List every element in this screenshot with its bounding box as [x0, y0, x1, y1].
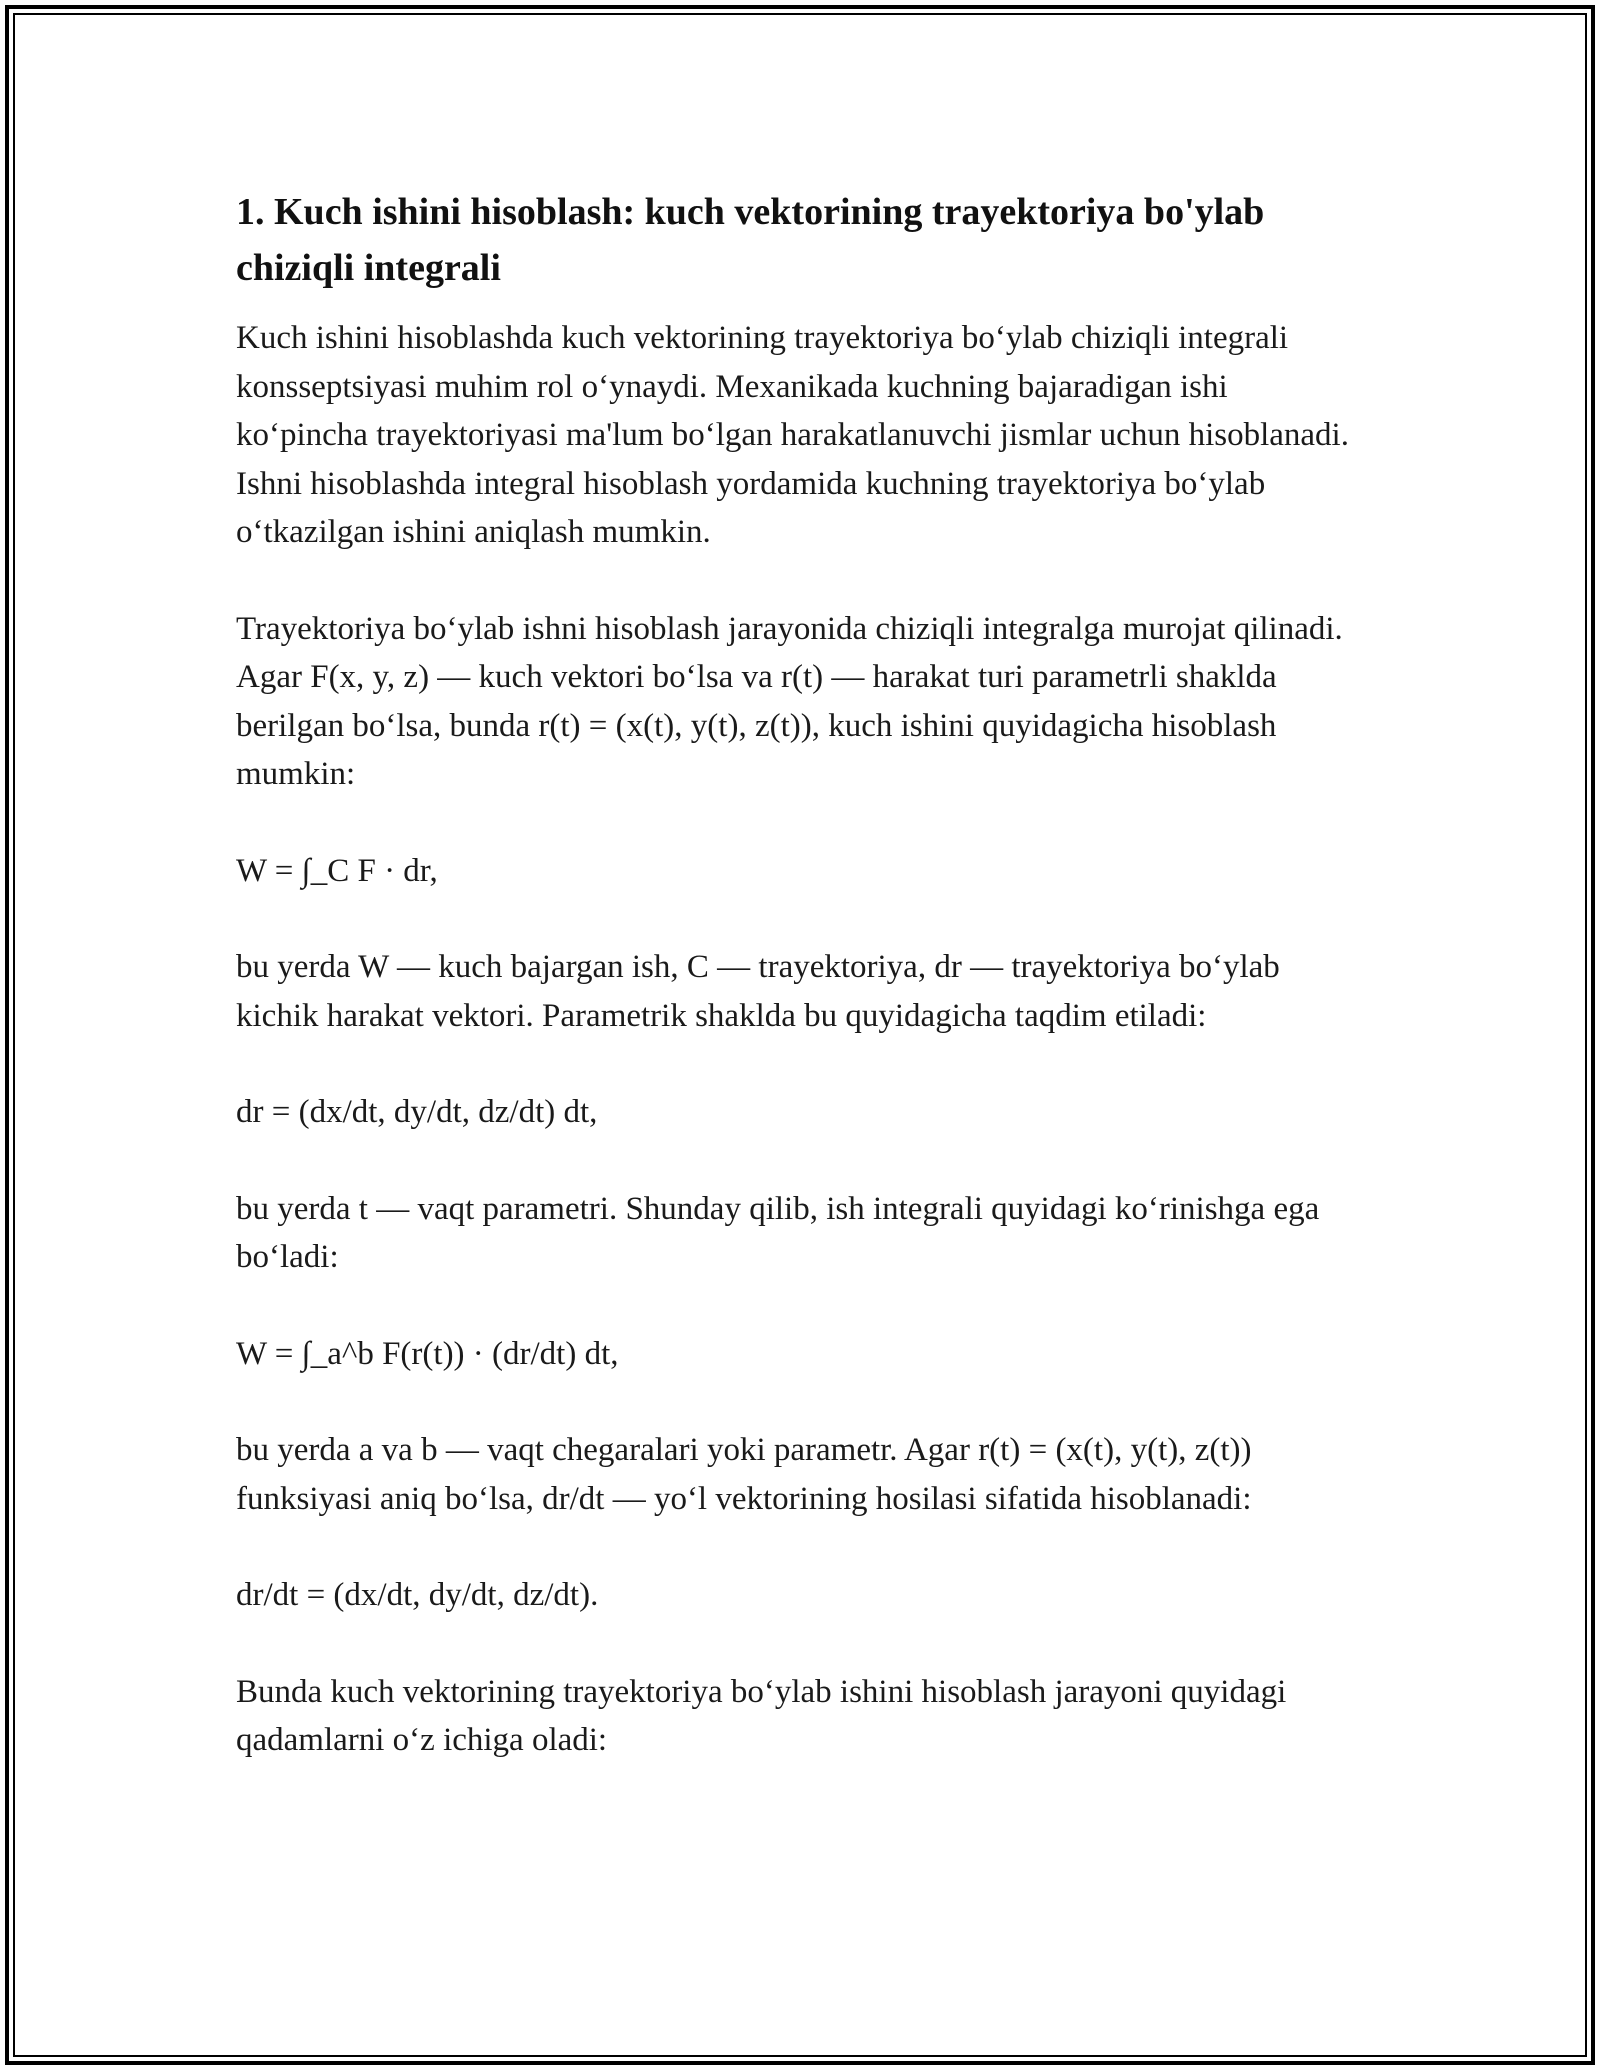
document-body	[236, 184, 1360, 1813]
formula-work-parametric: W = ∫_a^b F(r(t)) · (dr/dt) dt,	[236, 1335, 619, 1372]
formula-dr: dr = (dx/dt, dy/dt, dz/dt) dt,	[236, 1094, 598, 1130]
paragraph-time-parameter: bu yerda t — vaqt parametri. Shunday qilib, ish integrali quyidagi ko‘rinishga ega bo‘ladi:	[236, 1190, 1320, 1275]
paragraph-limits: bu yerda a va b — vaqt chegaralari yoki parametr. Agar r(t) = (x(t), y(t), z(t)) funksiyasi aniq bo‘lsa, dr/dt — yo‘l vektorining hosilasi sifatida hisoblanadi:	[236, 1432, 1252, 1517]
paragraph-definitions: bu yerda W — kuch bajargan ish, C — trayektoriya, dr — trayektoriya bo‘ylab kichik harakat vektori. Parametrik shaklda bu quyidagicha taqdim etiladi:	[236, 949, 1280, 1034]
section-heading: 1. Kuch ishini hisoblash: kuch vektorining trayektoriya bo'ylab chiziqli integrali	[236, 191, 1265, 289]
formula-dr-dt: dr/dt = (dx/dt, dy/dt, dz/dt).	[236, 1577, 599, 1613]
paragraph-line-integral: Trayektoriya bo‘ylab ishni hisoblash jarayonida chiziqli integralga murojat qilinadi. Agar F(x, y, z) — kuch vektori bo‘lsa va r(t) — harakat turi parametrli shaklda berilgan bo‘lsa, bunda r(t) = (x(t), y(t), z(t)), kuch ishini quyidagicha hisoblash mumkin:	[236, 610, 1343, 792]
paragraph-steps: Bunda kuch vektorining trayektoriya bo‘ylab ishini hisoblash jarayoni quyidagi qadamlarni o‘z ichiga oladi:	[236, 1673, 1287, 1758]
paragraph-intro: Kuch ishini hisoblashda kuch vektorining trayektoriya bo‘ylab chiziqli integrali konsseptsiyasi muhim rol o‘ynaydi. Mexanikada kuchning bajaradigan ishi ko‘pincha trayektoriyasi ma'lum bo‘lgan harakatlanuvchi jismlar uchun hisoblanadi. Ishni hisoblashda integral hisoblash yordamida kuchning trayektoriya bo‘ylab o‘tkazilgan ishini aniqlash mumkin.	[236, 320, 1349, 550]
formula-work-integral: W = ∫_C F · dr,	[236, 852, 438, 889]
